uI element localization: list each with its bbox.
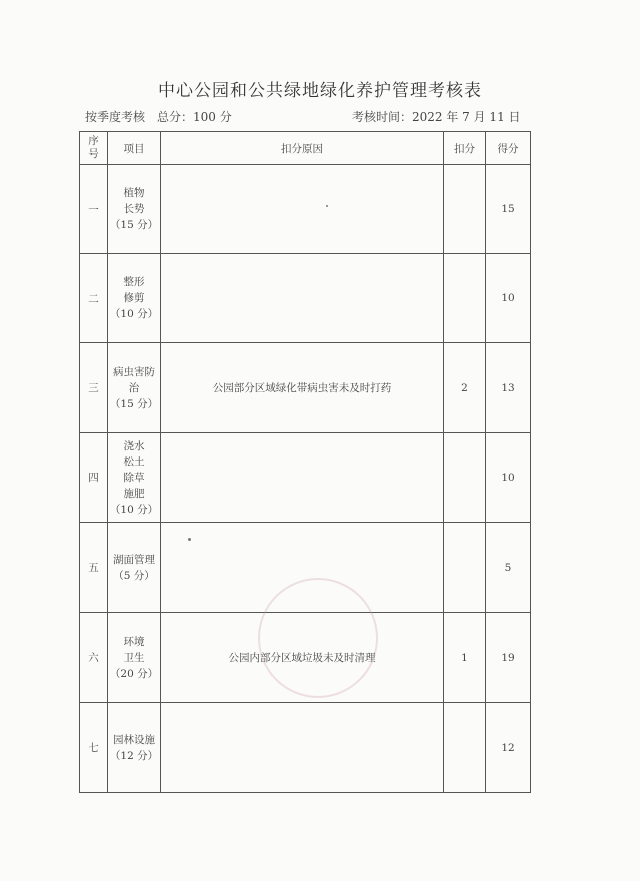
header-item: 项目: [108, 132, 161, 165]
row-seq: 五: [80, 523, 108, 613]
table-row: [80, 343, 531, 433]
row-deduction: [444, 165, 486, 254]
row-item: [108, 703, 161, 793]
table-header-row: [80, 132, 531, 165]
row-item-line: （5 分）: [113, 569, 155, 582]
row-score: 19: [486, 613, 531, 703]
header-seq: 序号: [80, 132, 108, 165]
row-reason: [161, 703, 444, 793]
row-score: 13: [486, 343, 531, 433]
row-item-line: （10 分）: [109, 503, 159, 516]
row-seq: 三: [80, 343, 108, 433]
assessment-info: 按季度考核 总分：100 分: [85, 110, 232, 124]
row-item-line: 施肥: [123, 487, 145, 500]
table-row: [80, 165, 531, 254]
row-score: 10: [486, 254, 531, 343]
assessment-table: [79, 131, 531, 793]
row-item-line: 治: [128, 381, 140, 394]
row-reason: [161, 433, 444, 523]
row-score: 12: [486, 703, 531, 793]
row-reason: 公园部分区域绿化带病虫害未及时打药: [161, 343, 444, 433]
row-item-line: 园林设施: [113, 733, 155, 746]
row-item-line: 浇水: [123, 439, 145, 452]
header-deduction: 扣分: [444, 132, 486, 165]
row-item-line: 植物: [123, 187, 145, 199]
row-item-line: 松土: [123, 455, 145, 468]
row-seq: 二: [80, 254, 108, 343]
row-item-line: 卫生: [123, 651, 145, 664]
row-item-line: 长势: [123, 203, 145, 215]
row-item-line: （10 分）: [109, 308, 159, 320]
row-deduction: 2: [444, 343, 486, 433]
row-reason: [161, 523, 444, 613]
row-reason: [161, 165, 444, 254]
row-deduction: 1: [444, 613, 486, 703]
table-row: [80, 254, 531, 343]
assessment-date: 考核时间：2022 年 7 月 11 日: [352, 110, 521, 124]
row-seq: 七: [80, 703, 108, 793]
row-item: [108, 613, 161, 703]
row-reason: [161, 254, 444, 343]
row-score: 5: [486, 523, 531, 613]
row-item-line: 环境: [123, 635, 145, 648]
row-item: [108, 523, 161, 613]
row-item: [108, 254, 161, 343]
table-row: [80, 613, 531, 703]
scan-speck: [326, 205, 328, 207]
row-item-line: 病虫害防: [113, 365, 155, 378]
row-deduction: [444, 523, 486, 613]
header-reason: 扣分原因: [161, 132, 444, 165]
table-row: [80, 433, 531, 523]
row-item: [108, 343, 161, 433]
row-seq: 一: [80, 165, 108, 254]
row-item-line: （12 分）: [109, 749, 159, 762]
row-deduction: [444, 254, 486, 343]
row-score: 10: [486, 433, 531, 523]
row-reason: 公园内部分区域垃圾未及时清理: [161, 613, 444, 703]
row-item-line: （15 分）: [109, 397, 159, 410]
table-body: [80, 165, 531, 793]
row-item-line: 修剪: [123, 292, 145, 304]
header-score: 得分: [486, 132, 531, 165]
row-item-line: 湖面管理: [113, 553, 155, 566]
row-item-line: （20 分）: [109, 667, 159, 680]
row-deduction: [444, 433, 486, 523]
table-row: [80, 703, 531, 793]
row-item: [108, 433, 161, 523]
row-item-line: （15 分）: [109, 219, 159, 231]
row-deduction: [444, 703, 486, 793]
row-item: [108, 165, 161, 254]
row-item-line: 整形: [123, 276, 145, 288]
page-title: 中心公园和公共绿地绿化养护管理考核表: [158, 81, 482, 101]
row-seq: 六: [80, 613, 108, 703]
table-row: [80, 523, 531, 613]
row-seq: 四: [80, 433, 108, 523]
row-score: 15: [486, 165, 531, 254]
row-item-line: 除草: [123, 471, 145, 484]
scan-speck: [188, 538, 191, 541]
